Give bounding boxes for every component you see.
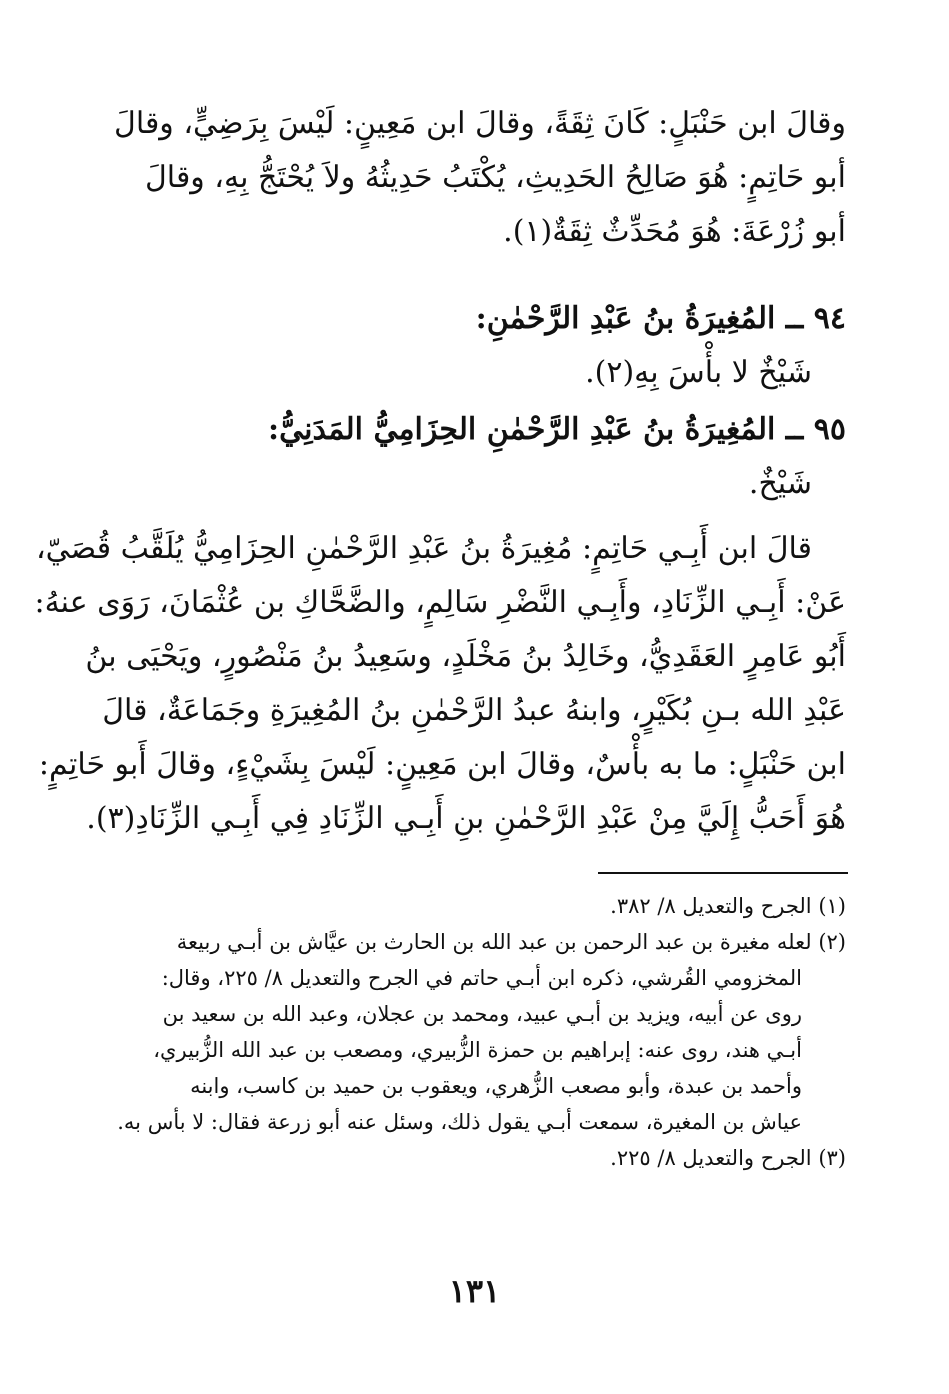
footnote-2-line: وأحمد بن عبدة، وأبو مصعب الزُّهري، ويعقوب بن حميد بن كاسب، وابنه [190,1074,802,1098]
entry-heading: ٩٥ ــ المُغِيرَةُ بنُ عَبْدِ الرَّحْمٰنِ الحِزَامِيُّ المَدَنِيُّ: [268,412,846,447]
text-line: أَبُو عَامِرٍ العَقَدِيُّ، وخَالِدُ بنُ مَخْلَدٍ، وسَعِيدُ بنُ مَنْصُورٍ، ويَحْيَى بنُ [85,639,846,674]
text-line: أبو حَاتِمٍ: هُوَ صَالِحُ الحَدِيثِ، يُكْتَبُ حَدِيثُهُ ولاَ يُحْتَجُّ بِهِ، وقالَ [145,160,846,195]
text-line: عَنْ: أَبِـي الزِّنَادِ، وأَبِـي النَّضْرِ سَالِمٍ، والضَّحَّاكِ بن عُثْمَانَ، رَوَى عنهُ: [34,585,846,620]
text-line: وقالَ ابن حَنْبَلٍ: كَانَ ثِقَةً، وقالَ ابن مَعِينٍ: لَيْسَ بِرَضِيٍّ، وقالَ [114,106,846,141]
footnote-separator [598,872,848,874]
text-line: أبو زُرْعَةَ: هُوَ مُحَدِّثٌ ثِقَةٌ(١). [503,214,846,249]
entry-93-continuation [114,97,846,259]
page-number: ١٣١ [448,1272,501,1310]
footnote-2-line: روى عن أبيه، ويزيد بن أبـي عبيد، ومحمد بن عجلان، وعبد الله بن سعيد بن [162,1002,802,1026]
entry-description: شَيْخٌ لا بأْسَ بِهِ(٢). [585,355,812,390]
text-line: قالَ ابن أَبِـي حَاتِمٍ: مُغِيرَةُ بنُ عَبْدِ الرَّحْمٰنِ الحِزَامِيُّ يُلَقَّبُ قُصَيّ، [35,531,812,566]
text-line: ابن حَنْبَلٍ: ما به بأْسٌ، وقالَ ابن مَعِينٍ: لَيْسَ بِشَيْءٍ، وقالَ أَبو حَاتِمٍ: [38,747,846,782]
footnote-2: (٢) لعله مغيرة بن عبد الرحمن بن عبد الله بن الحارث بن عيَّاش بن أبـي ربيعة [176,930,846,954]
footnotes [118,888,846,1176]
footnote-1: (١) الجرح والتعديل ٨/ ٣٨٢. [610,894,846,918]
entry-description: شَيْخٌ. [748,466,812,501]
footnote-3: (٣) الجرح والتعديل ٨/ ٢٢٥. [610,1146,846,1170]
entry-95-body [34,522,846,846]
footnote-2-line: عياش بن المغيرة، سمعت أبـي يقول ذلك، وسئل عنه أبو زرعة فقال: لا بأس به. [117,1110,802,1134]
footnote-2-line: أبـي هند، روى عنه: إبراهيم بن حمزة الزُّبيري، ومصعب بن عبد الله الزُّبيري، [153,1038,802,1062]
text-line: عَبْدِ الله بـنِ بُكَيْرٍ، وابنهُ عبدُ الرَّحْمٰنِ بنُ المُغِيرَةِ وجَمَاعَةٌ، قالَ [102,693,846,728]
entry-95 [118,403,846,511]
text-line: هُوَ أَحَبُّ إِلَيَّ مِنْ عَبْدِ الرَّحْمٰنِ بنِ أَبِـي الزِّنَادِ فِي أَبِـي الزِّنَادِ(٣). [86,801,846,836]
entry-94 [118,292,846,400]
footnote-2-line: المخزومي القُرشي، ذكره ابن أبـي حاتم في الجرح والتعديل ٨/ ٢٢٥، وقال: [161,966,802,990]
entry-heading: ٩٤ ــ المُغِيرَةُ بنُ عَبْدِ الرَّحْمٰنِ: [475,301,846,336]
